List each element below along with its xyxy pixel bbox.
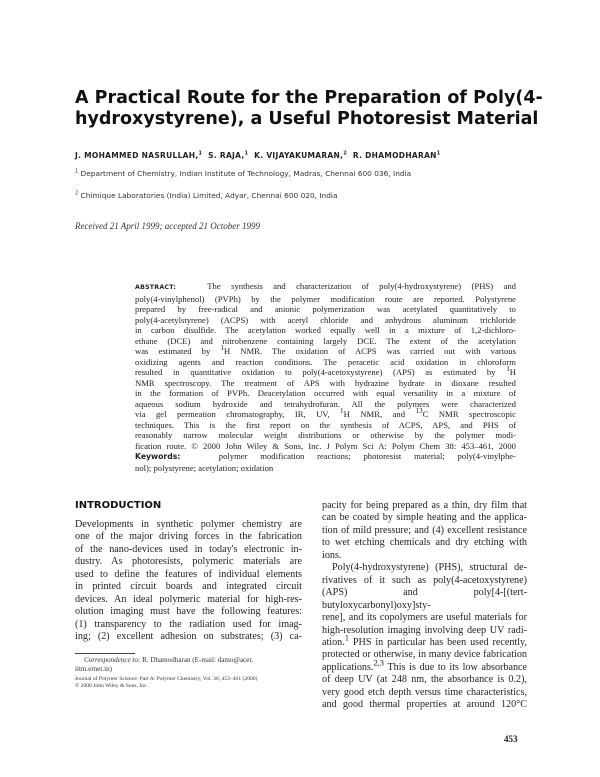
author-affiliation-mark: 1	[198, 150, 203, 157]
copyright: © 2000 John Wiley & Sons, Inc.	[75, 683, 148, 690]
author-affiliation-mark: 1	[244, 150, 249, 157]
body-line: olution imaging must have the following features:	[75, 606, 302, 618]
body-line: protected or otherwise, in many device fabrication	[322, 649, 527, 661]
abstract-label: ABSTRACT:	[135, 284, 177, 291]
citation-ref: 2,3	[373, 657, 385, 668]
page-number: 453	[504, 734, 518, 744]
body-line: ation.$^1$ PHS in particular has been used recently,	[322, 632, 527, 648]
abstract	[135, 281, 516, 473]
abstract-line: prepared by free-radical and anionic polymerization was acetylated quantitatively to	[135, 304, 516, 314]
correspondence-text: iitm.ernet.in)	[75, 665, 113, 673]
keywords-line: Keywords: polymer modification reactions; photoresist material; poly(4-vinylphe-	[135, 451, 516, 461]
footnote-rule	[75, 653, 135, 654]
body-line: (1) transparency to the radiation used for imag-	[75, 618, 302, 630]
abstract-line: oxidizing agents and reaction conditions. The peracetic acid oxidation in chloroform	[135, 356, 516, 367]
body-line: very good etch depth versus time characteristics,	[322, 686, 527, 698]
affiliation-2	[75, 191, 545, 200]
body-line: dustry. As photoresists, polymeric materials are	[75, 556, 302, 568]
body-column-right	[322, 500, 527, 712]
body-line: high-resolution imaging involving deep UV radi-	[322, 624, 527, 636]
affiliation-text: Department of Chemistry, Indian Institute of Technology, Madras, Chennai 600 036, India	[80, 169, 412, 178]
body-line: devices. An ideal polymeric material for high-res-	[75, 593, 302, 605]
body-line: can be coated by simple heating and the applica-	[322, 512, 527, 524]
body-line: and good thermal properties at around 120°C	[322, 699, 527, 711]
author-name: J. MOHAMMED NASRULLAH,	[75, 151, 199, 160]
body-line: one of the major driving forces in the fabrication	[75, 531, 302, 543]
abstract-line: poly(4-acetylstyrene) (ACPS) with acetyl chloride and anhydrous aluminum trichloride	[135, 314, 516, 325]
author-affiliation-mark: 2	[343, 150, 348, 157]
abstract-line: ethane (DCE) and nitrobenzene containing largely DCE. The extent of the acetylation	[135, 335, 516, 346]
abstract-line: was estimated by $^1$H NMR. The oxidation of ACPS was carried out with various	[135, 344, 517, 356]
abstract-line: in carbon disulfide. The acetylation worked equally well in a mixture of 1,2-dichloro-	[135, 325, 516, 335]
abstract-line: in the formation of PVPh. Deacetylation occurred with equal versatility in a mixture of	[135, 388, 516, 398]
body-line: of the nano-devices used in today's electronic in-	[75, 543, 302, 555]
journal-info	[75, 676, 335, 690]
body-line: rivatives of it such as poly(4-acetoxystyrene)	[322, 574, 527, 586]
body-line: Poly(4-hydroxystyrene) (PHS), structural de-	[332, 562, 527, 574]
received-dates: Received 21 April 1999; accepted 21 October 1999	[75, 221, 261, 231]
citation-ref: 1	[344, 632, 349, 643]
abstract-line: NMR spectroscopy. The treatment of APS with hydrazine hydrate in dioxane resulted	[135, 377, 516, 388]
keywords-line: nol); polystyrene; acetylation; oxidation	[135, 462, 274, 473]
abstract-line: fication route. © 2000 John Wiley & Sons, Inc. J Polym Sci A: Polym Chem 38: 453–461, 2000	[135, 440, 516, 451]
abstract-line: via gel permeation chromatography, IR, UV, $^1$H NMR, and $^{13}$C NMR spectroscopic	[135, 407, 516, 419]
body-line: tion of mild pressure; and (4) excellent resistance	[322, 524, 527, 536]
body-line: of deep UV (at 248 nm, the absorbance is 0.2),	[322, 674, 527, 686]
title-line-2: hydroxystyrene), a Useful Photoresist Material	[75, 109, 539, 129]
author-affiliation-mark: 1	[436, 150, 441, 157]
abstract-line: techniques. This is the first report on the synthesis of ACPS, APS, and PHS of	[135, 419, 516, 430]
author-list	[75, 151, 545, 160]
keywords-label: Keywords:	[135, 452, 181, 461]
correspondence-note	[75, 656, 324, 674]
body-column-left	[75, 519, 302, 644]
correspondence-label: Correspondence to:	[84, 656, 141, 664]
abstract-line: reasonably narrow molecular weight distributions or otherwise by the polymer modi-	[135, 430, 516, 440]
section-heading: INTRODUCTION	[75, 500, 162, 511]
body-line: pacity for being prepared as a thin, dry film that	[322, 500, 527, 511]
author-name: S. RAJA,	[208, 151, 245, 160]
abstract-line: resulted in quantitative oxidation to poly(4-acetoxystyrene) (APS) as estimated by $^1$H	[135, 365, 517, 377]
body-line: ions.	[322, 549, 342, 561]
body-line: Developments in synthetic polymer chemistry are	[75, 519, 302, 530]
body-line: rene], and its copolymers are useful materials for	[322, 612, 527, 624]
abstract-line: ABSTRACT: The synthesis and characterization of poly(4-hydroxystyrene) (PHS) and	[135, 281, 516, 291]
author-name: K. VIJAYAKUMARAN,	[254, 151, 344, 160]
body-line: (APS) and poly[4-[(tert-butyloxycarbonyl)oxy]sty-	[322, 587, 527, 611]
abstract-line: poly(4-vinylphenol) (PVPh) by the polymer modification route are reported. Polystyrene	[135, 293, 516, 304]
author-name: R. DHAMODHARAN	[352, 151, 437, 160]
affiliation-text: Chimique Laboratories (India) Limited, Adyar, Chennai 600 020, India	[80, 191, 338, 200]
correspondence-text: R. Dhamodharan (E-mail: damo@acer.	[142, 656, 254, 664]
title-line-1: A Practical Route for the Preparation of Poly(4-	[75, 88, 543, 108]
body-line: in printed circuit boards and integrated circuit	[75, 581, 302, 593]
article-title	[75, 88, 543, 130]
body-line: ing; (2) excellent adhesion on substrates; (3) ca-	[75, 631, 302, 643]
affiliation-1	[75, 169, 545, 178]
abstract-line: aqueous sodium hydroxide and tetrahydrofuran. All the polymers were characterized	[135, 398, 516, 409]
body-line: applications.$^{2,3}$ This is due to its low absorbance	[322, 657, 527, 673]
affiliation-number: 1	[75, 168, 79, 175]
affiliation-number: 2	[75, 190, 79, 197]
body-line: used to define the features of individual elements	[75, 568, 302, 580]
journal-citation: Journal of Polymer Science: Part A: Polymer Chemistry, Vol. 38, 453–461 (2000)	[75, 676, 258, 682]
body-line: to wet etching chemicals and dry etching with	[322, 537, 527, 549]
